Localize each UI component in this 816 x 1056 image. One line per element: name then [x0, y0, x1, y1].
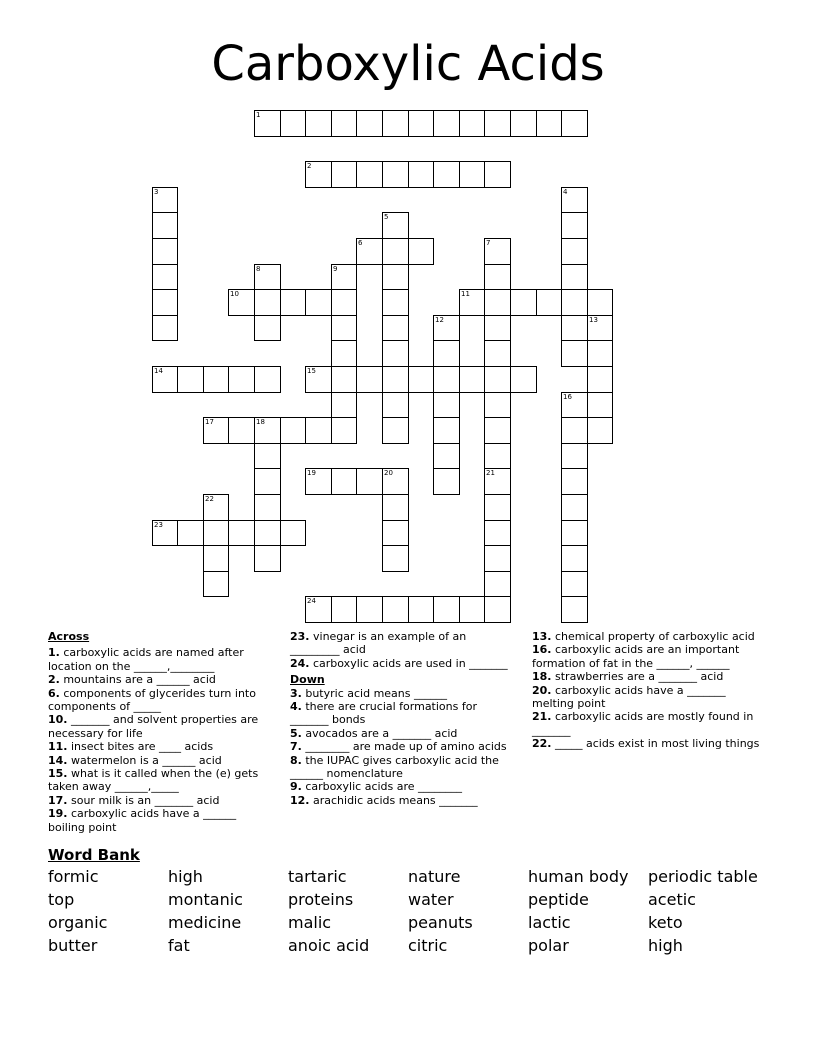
word-bank-word: human body [528, 867, 629, 886]
crossword-cell[interactable] [561, 443, 588, 469]
clue-number: 23 [154, 521, 163, 529]
word-bank-row [48, 935, 788, 958]
clue-number: 1 [256, 111, 261, 119]
crossword-cell[interactable] [484, 315, 511, 341]
crossword-cell[interactable] [382, 340, 409, 367]
word-bank [48, 866, 788, 958]
across-clue-list-continued [290, 630, 516, 670]
clue-number: 10. [48, 713, 68, 727]
crossword-cell[interactable] [587, 417, 613, 444]
clue-number: 2. [48, 673, 60, 687]
crossword-cell[interactable] [433, 110, 460, 137]
crossword-cell[interactable] [305, 468, 332, 495]
crossword-cell[interactable] [356, 468, 383, 495]
clue-number: 12 [435, 316, 444, 324]
crossword-cell[interactable] [305, 417, 332, 444]
word-bank-row [48, 889, 788, 912]
across-clue [48, 754, 274, 767]
crossword-cell[interactable] [484, 340, 511, 367]
crossword-cell[interactable] [331, 596, 357, 623]
crossword-cell[interactable] [382, 161, 409, 188]
crossword-cell[interactable] [152, 238, 178, 265]
crossword-cell[interactable] [203, 417, 229, 444]
clue-number: 21 [486, 469, 495, 477]
down-clue-list-continued [532, 630, 764, 751]
clue-number: 7. [290, 740, 302, 754]
crossword-cell[interactable] [356, 596, 383, 623]
clue-number: 5. [290, 726, 302, 740]
crossword-cell[interactable] [587, 340, 613, 367]
crossword-cell[interactable] [305, 366, 332, 393]
crossword-cell[interactable] [536, 289, 562, 316]
clue-number: 14. [48, 753, 68, 767]
crossword-cell[interactable] [254, 443, 281, 469]
down-clue [290, 780, 516, 793]
word-bank-word: peanuts [408, 913, 473, 932]
down-clue [532, 643, 764, 670]
crossword-cell[interactable] [254, 494, 281, 521]
crossword-cell[interactable] [561, 494, 588, 521]
crossword-cell[interactable] [254, 110, 281, 137]
crossword-cell[interactable] [356, 161, 383, 188]
crossword-cell[interactable] [254, 468, 281, 495]
crossword-cell[interactable] [510, 289, 537, 316]
word-bank-word: high [648, 936, 683, 955]
word-bank-word: peptide [528, 890, 589, 909]
crossword-cell[interactable] [331, 161, 357, 188]
crossword-cell[interactable] [382, 468, 409, 495]
crossword-cell[interactable] [561, 571, 588, 597]
crossword-cell[interactable] [254, 366, 281, 393]
crossword-cell[interactable] [433, 315, 460, 341]
word-bank-row [48, 866, 788, 889]
crossword-cell[interactable] [280, 520, 306, 546]
crossword-cell[interactable] [203, 545, 229, 572]
word-bank-word: fat [168, 936, 190, 955]
crossword-cell[interactable] [177, 520, 204, 546]
clues-column-1 [48, 630, 274, 834]
down-clue [532, 710, 764, 737]
page-title: Carboxylic Acids [211, 36, 605, 92]
clue-text: vinegar is an example of an _________ acid [290, 630, 467, 657]
clue-number: 19 [307, 469, 316, 477]
word-bank-word: montanic [168, 890, 243, 909]
crossword-cell[interactable] [408, 238, 434, 265]
clue-number: 15 [307, 367, 316, 375]
across-clue [290, 630, 516, 657]
crossword-cell[interactable] [152, 315, 178, 341]
crossword-cell[interactable] [152, 187, 178, 213]
clue-number: 2 [307, 162, 312, 170]
clue-number: 11 [461, 290, 470, 298]
clue-number: 20. [532, 683, 552, 697]
crossword-cell[interactable] [152, 520, 178, 546]
clue-text: carboxylic acids are mostly found in _______ [532, 710, 754, 737]
word-bank-word: polar [528, 936, 569, 955]
crossword-cell[interactable] [382, 289, 409, 316]
crossword-cell[interactable] [280, 110, 306, 137]
clue-text: carboxylic acids have a ______ boiling point [48, 807, 237, 834]
clue-number: 22. [532, 737, 552, 751]
down-clue [290, 700, 516, 727]
clue-text: components of glycerides turn into components of _____ [48, 686, 256, 714]
clue-number: 10 [230, 290, 239, 298]
clue-number: 5 [384, 213, 389, 221]
crossword-cell[interactable] [254, 520, 281, 546]
clue-number: 24. [290, 656, 310, 670]
crossword-cell[interactable] [536, 110, 562, 137]
clue-number: 9. [290, 780, 302, 794]
across-clue [48, 794, 274, 807]
crossword-cell[interactable] [254, 315, 281, 341]
down-clue [532, 684, 764, 711]
crossword-cell[interactable] [356, 110, 383, 137]
clue-text: avocados are a _______ acid [305, 726, 458, 740]
clue-number: 13. [532, 630, 552, 643]
word-bank-word: medicine [168, 913, 242, 932]
crossword-cell[interactable] [331, 315, 357, 341]
down-clue [290, 727, 516, 740]
crossword-cell[interactable] [203, 494, 229, 521]
word-bank-row [48, 912, 788, 935]
crossword-cell[interactable] [331, 289, 357, 316]
crossword-cell[interactable] [331, 392, 357, 418]
crossword-cell[interactable] [484, 596, 511, 623]
clue-number: 16. [532, 643, 552, 657]
crossword-cell[interactable] [484, 545, 511, 572]
crossword-cell[interactable] [561, 545, 588, 572]
clue-number: 19. [48, 807, 68, 821]
clue-text: mountains are a ______ acid [63, 673, 216, 687]
crossword-cell[interactable] [280, 417, 306, 444]
clue-text: carboxylic acids are named after location on the ______,________ [48, 646, 244, 673]
clue-text: carboxylic acids have a _______ melting point [532, 683, 726, 711]
clue-number: 22 [205, 495, 214, 503]
clue-text: butyric acid means ______ [305, 686, 447, 700]
crossword-cell[interactable] [228, 366, 255, 393]
crossword-cell[interactable] [433, 417, 460, 444]
clue-number: 23. [290, 630, 310, 643]
word-bank-word: lactic [528, 913, 571, 932]
crossword-cell[interactable] [382, 520, 409, 546]
crossword-cell[interactable] [382, 264, 409, 290]
crossword-cell[interactable] [408, 596, 434, 623]
crossword-cell[interactable] [561, 238, 588, 265]
crossword-cell[interactable] [587, 289, 613, 316]
crossword-cell[interactable] [152, 289, 178, 316]
across-clue [48, 673, 274, 686]
clue-text: ________ are made up of amino acids [305, 740, 507, 754]
crossword-cell[interactable] [510, 110, 537, 137]
crossword-cell[interactable] [561, 212, 588, 239]
clue-number: 20 [384, 469, 393, 477]
clue-text: carboxylic acids are used in _______ [313, 656, 508, 670]
crossword-cell[interactable] [254, 417, 281, 444]
crossword-cell[interactable] [382, 366, 409, 393]
crossword-cell[interactable] [561, 340, 588, 367]
crossword-cell[interactable] [382, 596, 409, 623]
crossword-cell[interactable] [382, 392, 409, 418]
crossword-cell[interactable] [433, 443, 460, 469]
crossword-cell[interactable] [484, 468, 511, 495]
clue-text: insect bites are ____ acids [71, 740, 214, 754]
crossword-cell[interactable] [433, 161, 460, 188]
clue-number: 18 [256, 418, 265, 426]
word-bank-word: keto [648, 913, 683, 932]
across-clue [48, 713, 274, 740]
crossword-cell[interactable] [331, 417, 357, 444]
word-bank-word: proteins [288, 890, 354, 909]
crossword-cell[interactable] [228, 417, 255, 444]
crossword-cell[interactable] [280, 289, 306, 316]
down-clue [532, 670, 764, 683]
clue-number: 4. [290, 700, 302, 714]
crossword-cell[interactable] [484, 443, 511, 469]
clues-column-2 [290, 630, 516, 807]
word-bank-word: acetic [648, 890, 696, 909]
crossword-cell[interactable] [382, 212, 409, 239]
crossword-cell[interactable] [382, 417, 409, 444]
clue-text: strawberries are a _______ acid [555, 670, 724, 684]
crossword-cell[interactable] [484, 110, 511, 137]
crossword-cell[interactable] [331, 264, 357, 290]
clue-text: there are crucial formations for _______ bonds [290, 700, 477, 727]
crossword-cell[interactable] [561, 392, 588, 418]
crossword-cell[interactable] [382, 110, 409, 137]
crossword-cell[interactable] [433, 366, 460, 393]
crossword-cell[interactable] [331, 110, 357, 137]
across-clue-list [48, 646, 274, 834]
crossword-cell[interactable] [254, 545, 281, 572]
clue-number: 11. [48, 740, 68, 754]
word-bank-word: malic [288, 913, 332, 932]
crossword-cell[interactable] [305, 596, 332, 623]
crossword-cell[interactable] [587, 392, 613, 418]
down-clue [290, 794, 516, 807]
word-bank-word: organic [48, 913, 108, 932]
clue-text: watermelon is a ______ acid [71, 753, 222, 767]
clue-number: 8. [290, 753, 302, 767]
crossword-cell[interactable] [433, 468, 460, 495]
crossword-cell[interactable] [561, 264, 588, 290]
crossword-cell[interactable] [484, 161, 511, 188]
clue-text: _____ acids exist in most living things [555, 737, 760, 751]
crossword-cell[interactable] [587, 315, 613, 341]
crossword-cell[interactable] [484, 238, 511, 265]
clue-text: arachidic acids means _______ [313, 793, 478, 807]
word-bank-word: water [408, 890, 454, 909]
clue-number: 16 [563, 393, 572, 401]
word-bank-word: formic [48, 867, 99, 886]
crossword-cell[interactable] [305, 289, 332, 316]
crossword-cell[interactable] [433, 392, 460, 418]
crossword-cell[interactable] [356, 238, 383, 265]
crossword-cell[interactable] [356, 366, 383, 393]
crossword-cell[interactable] [561, 187, 588, 213]
down-clue-list [290, 687, 516, 808]
down-clue [532, 630, 764, 643]
clue-number: 3. [290, 686, 302, 700]
clue-number: 18. [532, 670, 552, 684]
crossword-cell[interactable] [408, 110, 434, 137]
crossword-cell[interactable] [484, 417, 511, 444]
down-clue [290, 687, 516, 700]
crossword-cell[interactable] [484, 289, 511, 316]
clue-number: 17 [205, 418, 214, 426]
crossword-cell[interactable] [510, 366, 537, 393]
crossword-cell[interactable] [254, 289, 281, 316]
crossword-cell[interactable] [561, 417, 588, 444]
crossword-cell[interactable] [561, 315, 588, 341]
down-header: Down [290, 673, 325, 687]
crossword-cell[interactable] [561, 520, 588, 546]
crossword-cell[interactable] [561, 110, 588, 137]
crossword-cell[interactable] [484, 571, 511, 597]
word-bank-word: periodic table [648, 867, 758, 886]
crossword-cell[interactable] [228, 289, 255, 316]
word-bank-word: nature [408, 867, 461, 886]
crossword-cell[interactable] [459, 596, 485, 623]
clue-number: 15. [48, 767, 68, 781]
crossword-cell[interactable] [408, 366, 434, 393]
word-bank-word: citric [408, 936, 448, 955]
down-clue [290, 740, 516, 753]
crossword-cell[interactable] [484, 264, 511, 290]
crossword-cell[interactable] [459, 110, 485, 137]
word-bank-word: top [48, 890, 75, 909]
clue-text: carboxylic acids are an important formation of fat in the ______, ______ [532, 643, 740, 670]
crossword-cell[interactable] [177, 366, 204, 393]
crossword-cell[interactable] [561, 289, 588, 316]
crossword-cell[interactable] [331, 340, 357, 367]
crossword-cell[interactable] [152, 212, 178, 239]
crossword-cell[interactable] [203, 520, 229, 546]
crossword-cell[interactable] [254, 264, 281, 290]
crossword-cell[interactable] [382, 238, 409, 265]
across-header: Across [48, 630, 90, 643]
crossword-cell[interactable] [203, 571, 229, 597]
clue-number: 6. [48, 686, 60, 700]
clues-column-3 [532, 630, 764, 751]
across-clue [48, 767, 274, 794]
crossword-cell[interactable] [382, 315, 409, 341]
crossword-cell[interactable] [561, 596, 588, 623]
crossword-cell[interactable] [305, 110, 332, 137]
crossword-cell[interactable] [382, 494, 409, 521]
crossword-cell[interactable] [587, 366, 613, 393]
crossword-cell[interactable] [484, 366, 511, 393]
clue-number: 8 [256, 265, 261, 273]
clue-number: 12. [290, 793, 310, 807]
word-bank-word: butter [48, 936, 98, 955]
word-bank-word: tartaric [288, 867, 347, 886]
crossword-cell[interactable] [408, 161, 434, 188]
clue-number: 17. [48, 793, 68, 807]
crossword-cell[interactable] [228, 520, 255, 546]
crossword-cell[interactable] [484, 392, 511, 418]
across-clue [48, 807, 274, 834]
crossword-cell[interactable] [305, 161, 332, 188]
word-bank-word: high [168, 867, 203, 886]
down-clue [532, 737, 764, 750]
clue-number: 24 [307, 597, 316, 605]
clue-number: 3 [154, 188, 159, 196]
across-clue [290, 657, 516, 670]
crossword-cell[interactable] [433, 596, 460, 623]
clue-text: chemical property of carboxylic acid [555, 630, 755, 643]
crossword-cell[interactable] [433, 340, 460, 367]
clue-number: 13 [589, 316, 598, 324]
clue-number: 21. [532, 710, 552, 724]
clue-number: 14 [154, 367, 163, 375]
word-bank-title: Word Bank [48, 846, 140, 864]
crossword-cell[interactable] [152, 366, 178, 393]
crossword-cell[interactable] [331, 468, 357, 495]
clue-text: _______ and solvent properties are necessary for life [48, 713, 259, 740]
crossword-cell[interactable] [382, 545, 409, 572]
clue-number: 9 [333, 265, 338, 273]
crossword-cell[interactable] [484, 520, 511, 546]
crossword-cell[interactable] [331, 366, 357, 393]
crossword-cell[interactable] [459, 366, 485, 393]
across-clue [48, 687, 274, 714]
across-clue [48, 646, 274, 673]
clue-number: 7 [486, 239, 491, 247]
clue-text: carboxylic acids are ________ [305, 780, 463, 794]
crossword-cell[interactable] [152, 264, 178, 290]
crossword-cell[interactable] [459, 289, 485, 316]
clue-number: 6 [358, 239, 363, 247]
clue-text: sour milk is an _______ acid [71, 793, 220, 807]
crossword-cell[interactable] [203, 366, 229, 393]
down-clue [290, 754, 516, 781]
clue-number: 4 [563, 188, 568, 196]
across-clue [48, 740, 274, 753]
clue-text: the IUPAC gives carboxylic acid the ______ nomenclature [290, 753, 499, 781]
clue-number: 1. [48, 646, 60, 660]
crossword-cell[interactable] [459, 161, 485, 188]
clue-text: what is it called when the (e) gets taken away ______,_____ [48, 767, 259, 794]
crossword-cell[interactable] [484, 494, 511, 521]
crossword-cell[interactable] [561, 468, 588, 495]
word-bank-word: anoic acid [288, 936, 370, 955]
